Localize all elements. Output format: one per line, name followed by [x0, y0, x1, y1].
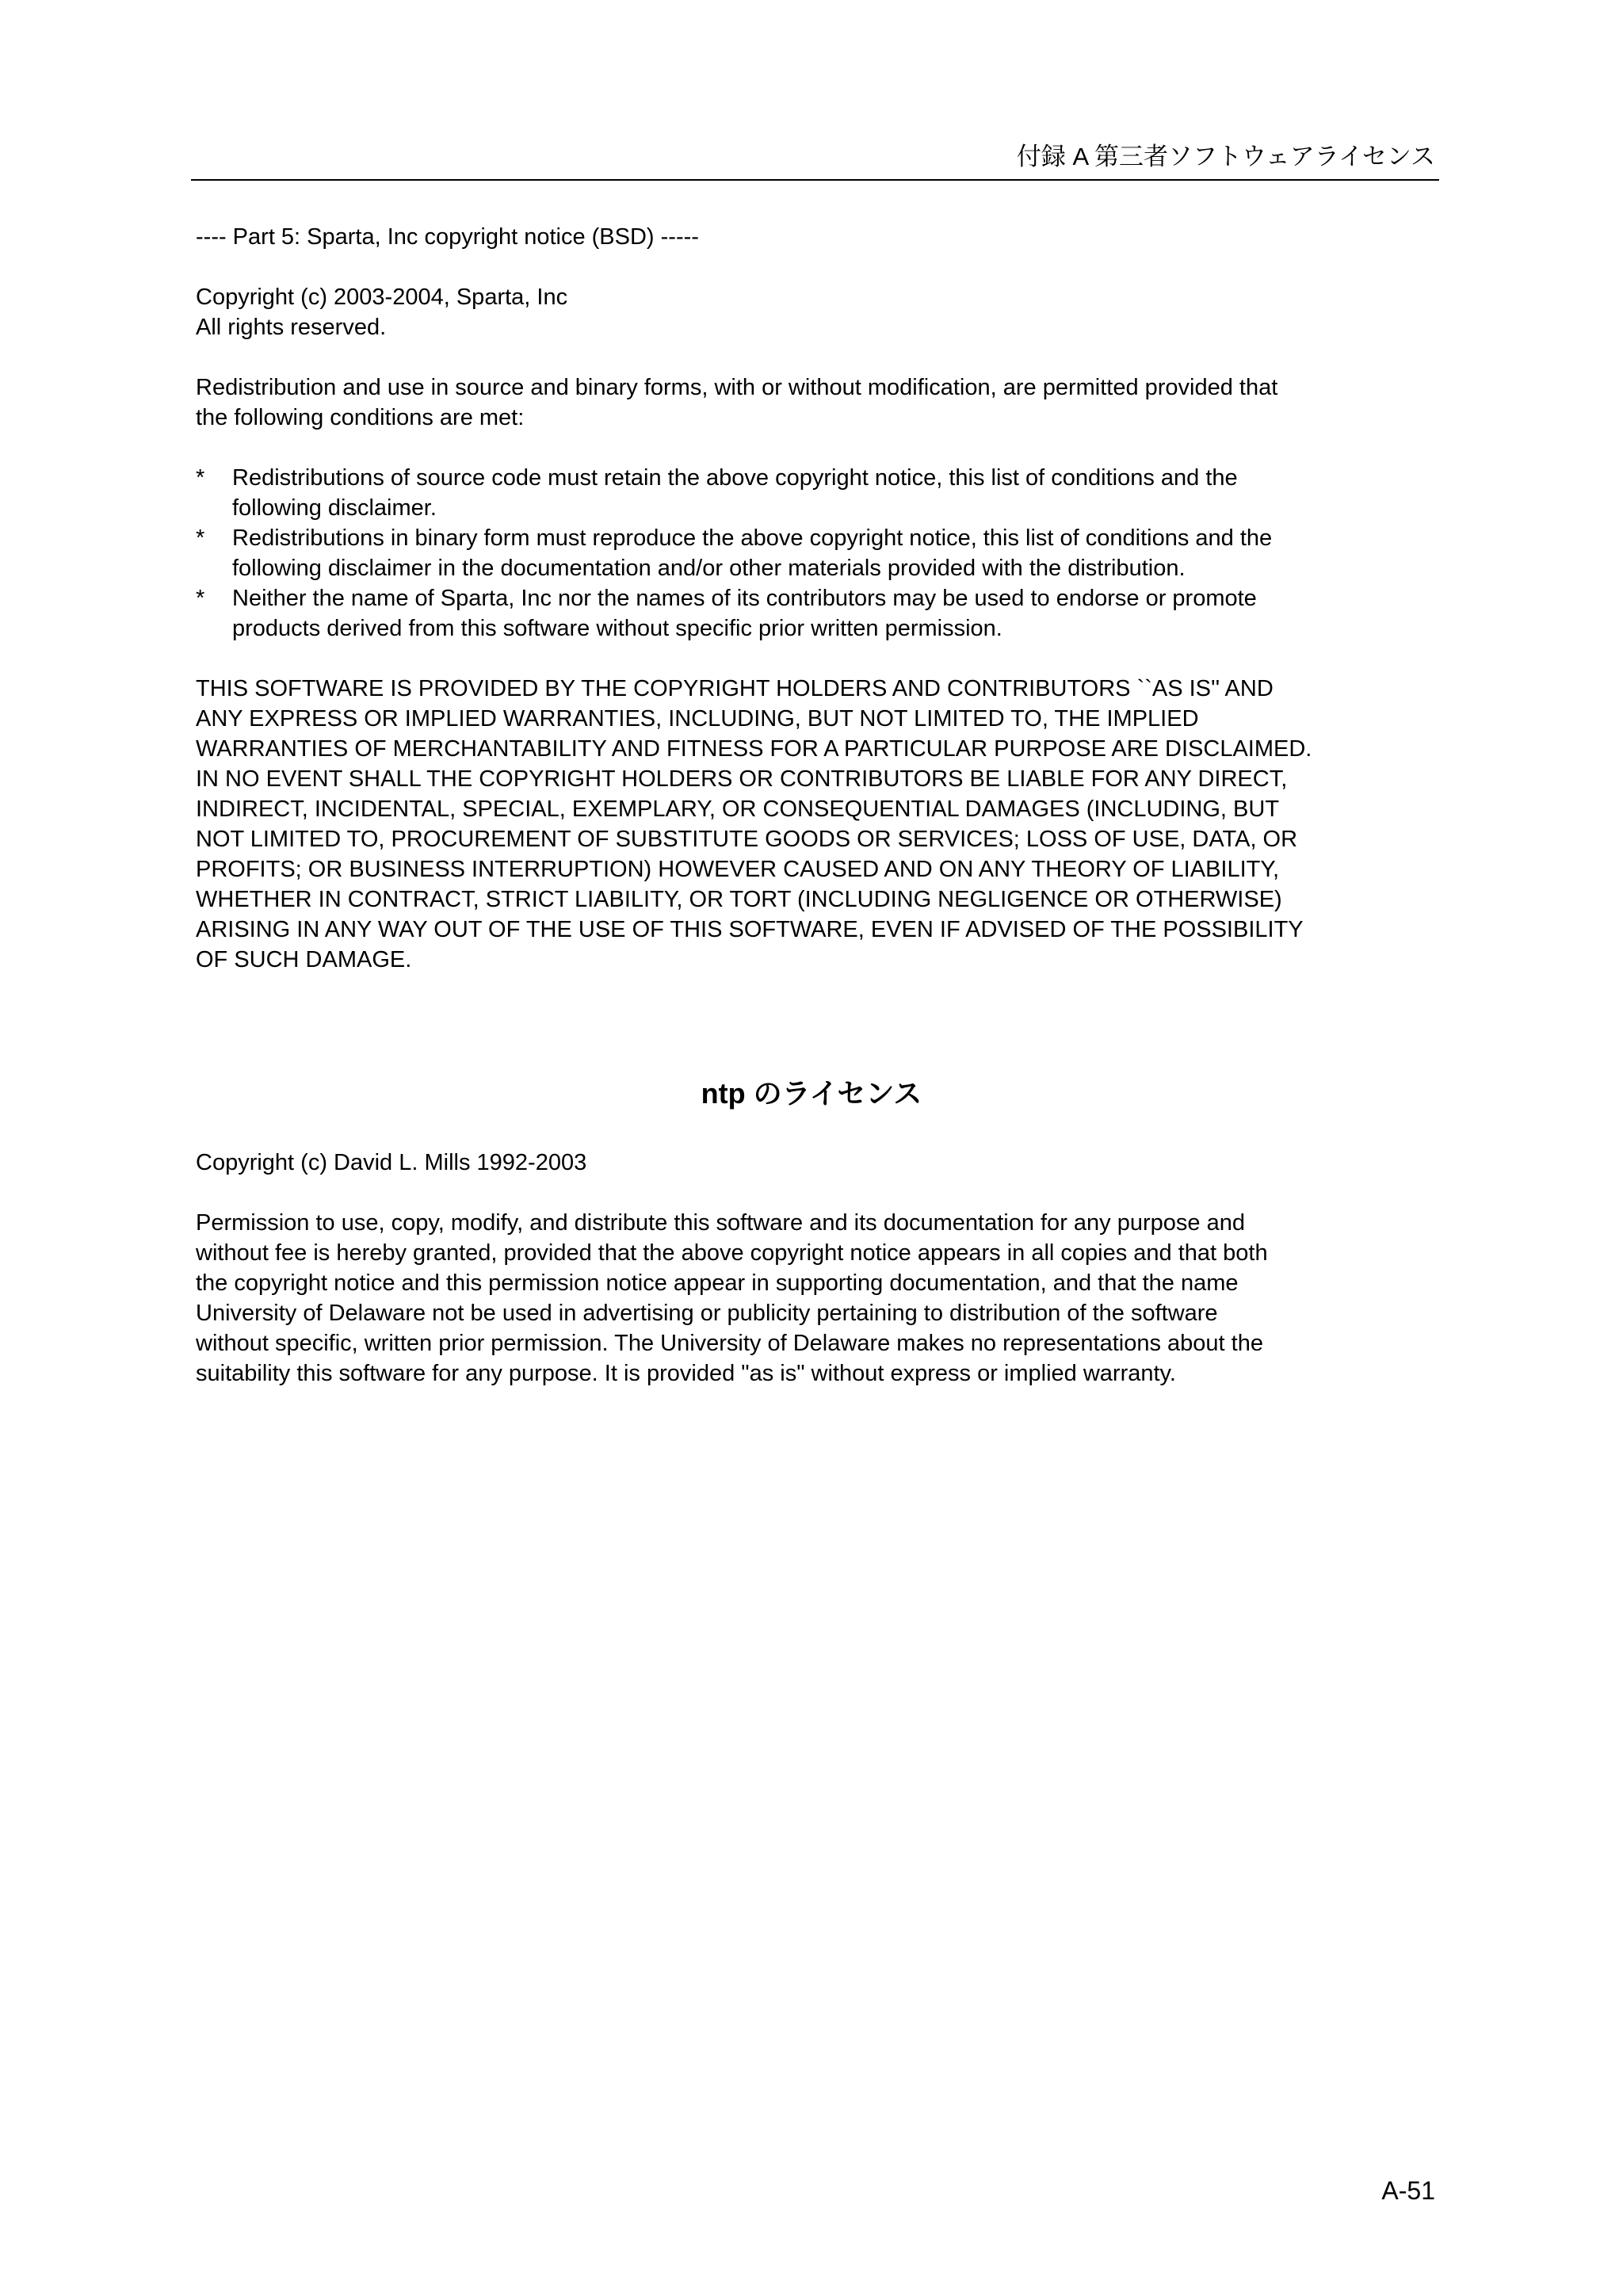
page-number: A-51 — [1381, 2176, 1435, 2205]
bullet-asterisk: * — [196, 586, 205, 611]
text-line: without specific, written prior permission. The University of Delaware makes no representations about the — [196, 1331, 1263, 1356]
sparta-copyright-paragraph — [196, 282, 1312, 342]
list-item — [196, 523, 1312, 583]
text-line: Redistributions of source code must retain the above copyright notice, this list of conditions and the — [232, 465, 1238, 491]
text-line: the copyright notice and this permission notice appear in supporting documentation, and that the name — [196, 1270, 1239, 1296]
text-line: suitability this software for any purpose. It is provided "as is" without express or implied warranty. — [196, 1361, 1176, 1386]
text-line: Neither the name of Sparta, Inc nor the names of its contributors may be used to endorse or promote — [232, 586, 1257, 611]
bullet-asterisk: * — [196, 465, 205, 491]
text-line: without fee is hereby granted, provided that the above copyright notice appears in all copies and that both — [196, 1240, 1268, 1266]
sparta-heading-line: ---- Part 5: Sparta, Inc copyright notice (BSD) ----- — [196, 224, 699, 250]
text-line: products derived from this software without specific prior written permission. — [232, 616, 1002, 641]
text-line: WHETHER IN CONTRACT, STRICT LIABILITY, OR TORT (INCLUDING NEGLIGENCE OR OTHERWISE) — [196, 887, 1282, 912]
list-item — [196, 583, 1312, 644]
sparta-license-block — [196, 222, 1312, 975]
bullet-asterisk: * — [196, 525, 205, 551]
ntp-permission-paragraph — [196, 1208, 1268, 1389]
text-line: Permission to use, copy, modify, and distribute this software and its documentation for any purpose and — [196, 1210, 1245, 1236]
text-line: ARISING IN ANY WAY OUT OF THE USE OF THIS SOFTWARE, EVEN IF ADVISED OF THE POSSIBILITY — [196, 917, 1304, 942]
text-line: THIS SOFTWARE IS PROVIDED BY THE COPYRIGHT HOLDERS AND CONTRIBUTORS ``AS IS'' AND — [196, 676, 1274, 701]
text-line: Copyright (c) David L. Mills 1992-2003 — [196, 1150, 587, 1175]
text-line: NOT LIMITED TO, PROCUREMENT OF SUBSTITUTE GOODS OR SERVICES; LOSS OF USE, DATA, OR — [196, 827, 1298, 852]
conditions-list — [196, 463, 1312, 644]
text-line: IN NO EVENT SHALL THE COPYRIGHT HOLDERS OR CONTRIBUTORS BE LIABLE FOR ANY DIRECT, — [196, 766, 1288, 792]
sparta-intro-paragraph — [196, 372, 1312, 433]
sparta-disclaimer-paragraph — [196, 674, 1312, 975]
list-item — [196, 463, 1312, 523]
text-line: All rights reserved. — [196, 315, 387, 340]
text-line: PROFITS; OR BUSINESS INTERRUPTION) HOWEVER CAUSED AND ON ANY THEORY OF LIABILITY, — [196, 857, 1280, 882]
text-line: OF SUCH DAMAGE. — [196, 947, 412, 972]
header-rule — [191, 179, 1439, 181]
text-line: Redistributions in binary form must reproduce the above copyright notice, this list of conditions and the — [232, 525, 1273, 551]
ntp-section-title: ntp のライセンス — [701, 1077, 922, 1110]
text-line: Copyright (c) 2003-2004, Sparta, Inc — [196, 285, 568, 310]
sparta-heading-paragraph — [196, 222, 1312, 252]
text-line: following disclaimer. — [232, 495, 437, 521]
ntp-license-block — [196, 1148, 1268, 1389]
text-line: University of Delaware not be used in advertising or publicity pertaining to distribution of the software — [196, 1301, 1218, 1326]
text-line: ANY EXPRESS OR IMPLIED WARRANTIES, INCLUDING, BUT NOT LIMITED TO, THE IMPLIED — [196, 706, 1199, 732]
text-line: INDIRECT, INCIDENTAL, SPECIAL, EXEMPLARY, OR CONSEQUENTIAL DAMAGES (INCLUDING, BUT — [196, 797, 1280, 822]
running-header: 付録 A 第三者ソフトウェアライセンス — [1016, 143, 1435, 170]
text-line: following disclaimer in the documentation and/or other materials provided with the distribution. — [232, 556, 1186, 581]
text-line: WARRANTIES OF MERCHANTABILITY AND FITNESS FOR A PARTICULAR PURPOSE ARE DISCLAIMED. — [196, 736, 1312, 762]
text-line: Redistribution and use in source and binary forms, with or without modification, are permitted provided that — [196, 375, 1278, 400]
text-line: the following conditions are met: — [196, 405, 525, 430]
ntp-copyright-paragraph — [196, 1148, 1268, 1178]
